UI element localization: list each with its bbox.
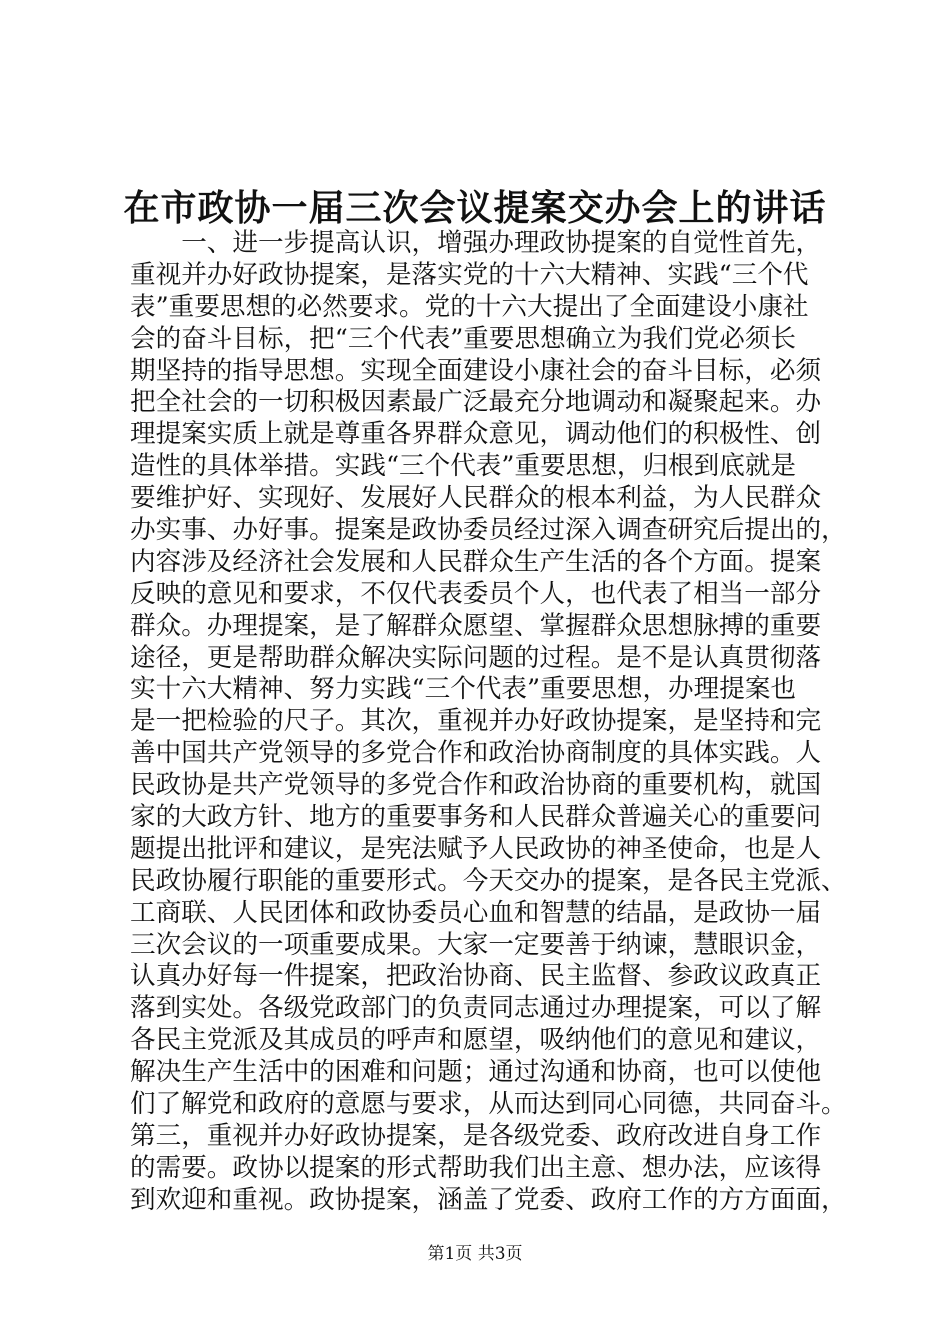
body-line: 各民主党派及其成员的呼声和愿望，吸纳他们的意见和建议，	[130, 1025, 822, 1056]
body-line: 三次会议的一项重要成果。大家一定要善于纳谏，慧眼识金，	[130, 929, 822, 960]
body-line: 民政协是共产党领导的多党合作和政治协商的重要机构，就国	[130, 770, 822, 801]
body-line: 工商联、人民团体和政协委员心血和智慧的结晶，是政协一届	[130, 897, 822, 928]
body-line: 重视并办好政协提案，是落实党的十六大精神、实践“三个代	[130, 259, 809, 290]
body-line: 造性的具体举措。实践“三个代表”重要思想，归根到底就是	[130, 451, 797, 482]
body-line: 一、进一步提高认识，增强办理政协提案的自觉性首先，	[130, 228, 822, 258]
document-body	[130, 228, 847, 1217]
body-line: 实十六大精神、努力实践“三个代表”重要思想，办理提案也	[130, 674, 797, 705]
body-line: 认真办好每一件提案，把政治协商、民主监督、参政议政真正	[130, 961, 822, 992]
body-line: 是一把检验的尺子。其次，重视并办好政协提案，是坚持和完	[130, 706, 822, 737]
body-line: 内容涉及经济社会发展和人民群众生产生活的各个方面。提案	[130, 546, 822, 577]
page-number-footer: 第1页 共3页	[427, 1244, 523, 1264]
body-line: 期坚持的指导思想。实现全面建设小康社会的奋斗目标，必须	[130, 355, 822, 386]
body-line: 理提案实质上就是尊重各界群众意见，调动他们的积极性、创	[130, 419, 822, 450]
body-line: 会的奋斗目标，把“三个代表”重要思想确立为我们党必须长	[130, 323, 797, 354]
body-line: 题提出批评和建议，是宪法赋予人民政协的神圣使命，也是人	[130, 833, 822, 864]
body-line: 善中国共产党领导的多党合作和政治协商制度的具体实践。人	[130, 738, 822, 769]
body-line: 反映的意见和要求，不仅代表委员个人，也代表了相当一部分	[130, 578, 822, 609]
document-title: 在市政协一届三次会议提案交办会上的讲话	[123, 187, 827, 229]
body-line: 民政协履行职能的重要形式。今天交办的提案，是各民主党派、	[130, 865, 847, 896]
body-line: 解决生产生活中的困难和问题；通过沟通和协商，也可以使他	[130, 1057, 822, 1088]
body-line: 到欢迎和重视。政协提案，涵盖了党委、政府工作的方方面面，	[130, 1184, 847, 1215]
body-line: 们了解党和政府的意愿与要求，从而达到同心同德，共同奋斗。	[130, 1089, 847, 1120]
body-line: 家的大政方针、地方的重要事务和人民群众普遍关心的重要问	[130, 802, 822, 833]
body-line: 的需要。政协以提案的形式帮助我们出主意、想办法，应该得	[130, 1152, 822, 1183]
body-line: 表”重要思想的必然要求。党的十六大提出了全面建设小康社	[130, 291, 809, 322]
body-line: 落到实处。各级党政部门的负责同志通过办理提案，可以了解	[130, 993, 822, 1024]
body-line: 群众。办理提案，是了解群众愿望、掌握群众思想脉搏的重要	[130, 610, 822, 641]
body-line: 要维护好、实现好、发展好人民群众的根本利益，为人民群众	[130, 483, 822, 514]
body-line: 途径，更是帮助群众解决实际问题的过程。是不是认真贯彻落	[130, 642, 822, 673]
body-line: 把全社会的一切积极因素最广泛最充分地调动和凝聚起来。办	[130, 387, 822, 418]
body-line: 第三，重视并办好政协提案，是各级党委、政府改进自身工作	[130, 1120, 822, 1151]
body-line: 办实事、办好事。提案是政协委员经过深入调查研究后提出的，	[130, 515, 847, 546]
